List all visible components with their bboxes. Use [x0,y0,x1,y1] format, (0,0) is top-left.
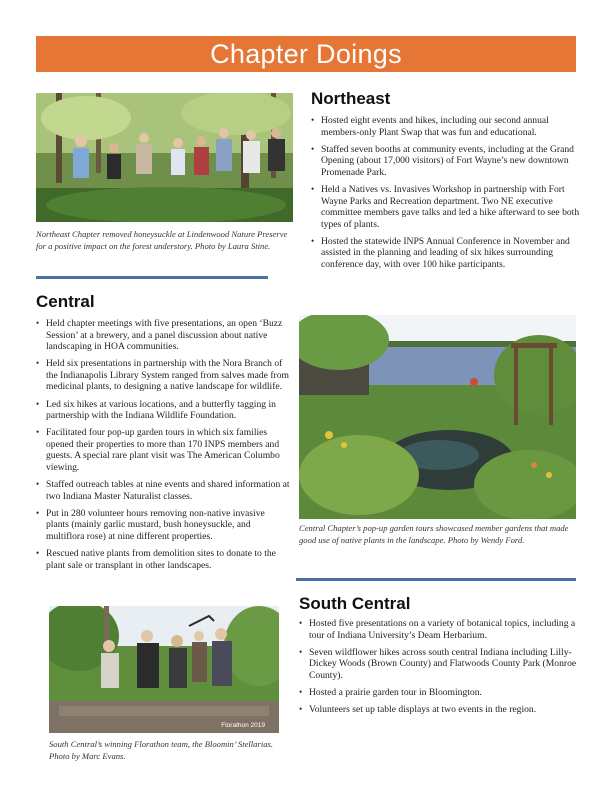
central-photo [299,315,576,519]
list-item: • Staffed seven booths at community events, including at the Grand Opening (about 17,000 visitors) of Fort Wayne’s new downtown Promenade Park. [321,144,586,179]
northeast-heading: Northeast [311,89,391,108]
south-central-heading: South Central [299,594,411,613]
list-item: • Rescued native plants from demolition sites to donate to the plant sale or transplant in other landscapes. [46,548,290,571]
northeast-caption: Northeast Chapter removed honeysuckle at Lindenwood Nature Preserve for a positive impact on the forest understory. Photo by Laura Stine. [36,229,288,251]
list-item: • Seven wildflower hikes across south central Indiana including Lilly-Dickey Woods (Brown County) and Flatwoods County Park (Monroe County). [309,647,586,682]
photo-watermark: Florathon 2019 [221,722,265,729]
list-item: • Held chapter meetings with five presentations, an open ‘Buzz Session’ at a brewery, and a panel discussion about native landscaping in HOA communities. [46,318,290,353]
central-divider [36,276,268,279]
south-central-list [299,618,586,721]
list-item: • Led six hikes at various locations, and a butterfly tagging in partnership with the Indiana Wildlife Foundation. [46,399,290,422]
list-item: • Hosted five presentations on a variety of botanical topics, including a tour of Indiana University’s Deam Herbarium. [309,618,586,641]
northeast-list [311,115,586,276]
list-item: • Held a Natives vs. Invasives Workshop in partnership with Fort Wayne Parks and Recreation department. Two NE executive committee members gave talks and led a hike afterward to see both types of plants. [321,184,586,230]
list-item: • Hosted the statewide INPS Annual Conference in November and assisted in the planning and leading of six hikes surrounding conference day, with over 100 hike participants. [321,236,586,271]
page-title: Chapter Doings [210,39,402,69]
list-item: • Volunteers set up table displays at two events in the region. [309,704,586,716]
list-item: • Hosted eight events and hikes, including our second annual members-only Plant Swap that was fun and educational. [321,115,586,138]
south-central-photo [49,606,279,733]
central-caption: Central Chapter’s pop-up garden tours showcased member gardens that made good use of native plants in the landscape. Photo by Wendy Ford. [299,523,569,545]
page-banner [36,36,576,72]
list-item: • Put in 280 volunteer hours removing non-native invasive plants (mainly garlic mustard, bush honeysuckle, and multiflora rose) at nine different properties. [46,508,290,543]
list-item: • Facilitated four pop-up garden tours in which six families opened their properties to more than 170 INPS members and guests. A special rare plant visit was The American Columbo viewing. [46,427,290,473]
south-central-divider [296,578,576,581]
list-item: • Hosted a prairie garden tour in Bloomington. [309,687,586,699]
central-list [36,318,290,577]
list-item: • Held six presentations in partnership with the Nora Branch of the Indianapolis Library System ranged from salves made from medicinal plants, to designing a native landscape for wildlife. [46,358,290,393]
list-item: • Staffed outreach tables at nine events and shared information at two Indiana Master Naturalist classes. [46,479,290,502]
northeast-photo [36,93,293,222]
central-heading: Central [36,292,95,311]
south-central-caption: South Central’s winning Florathon team, the Bloomin’ Stellarias. Photo by Marc Evans. [49,739,273,761]
